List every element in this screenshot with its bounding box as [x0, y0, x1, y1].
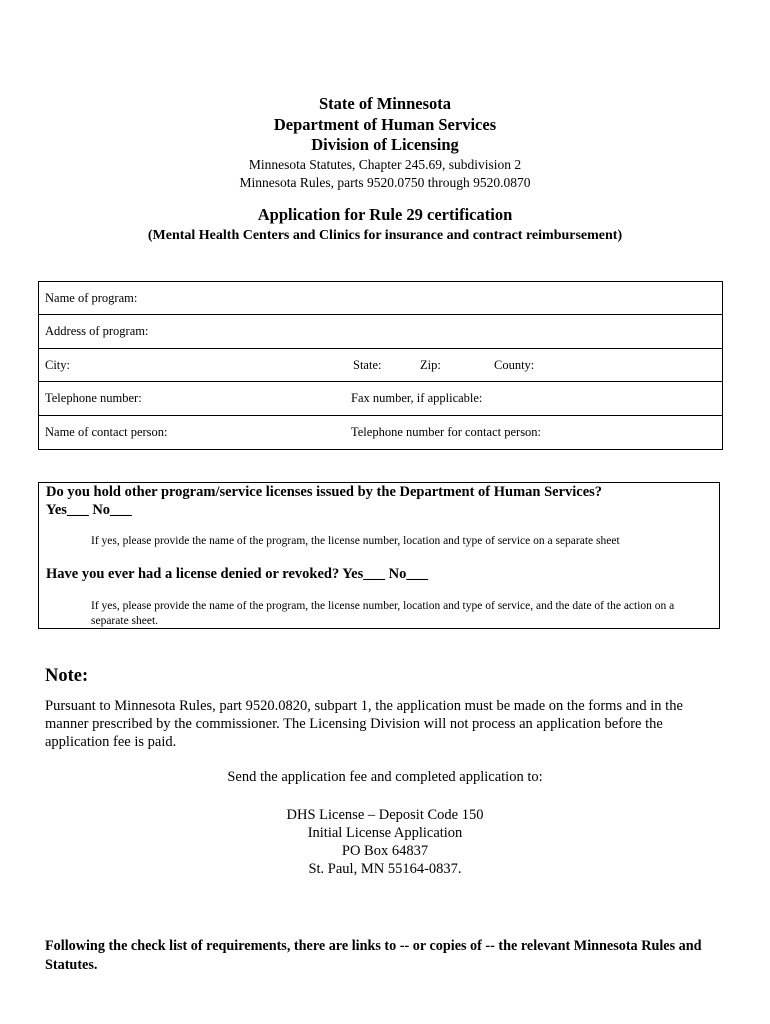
- county-label: County:: [494, 357, 535, 372]
- program-address-label: Address of program:: [45, 324, 149, 339]
- note-heading: Note:: [45, 666, 89, 686]
- address-line: Initial License Application: [307, 825, 463, 841]
- footer-note: Following the check list of requirements, there are links to -- or copies of -- the relevant Minnesota Rules and Statutes.: [45, 938, 702, 973]
- license-revoked-note: If yes, please provide the name of the program, the license number, location and type of service, and the date of the action on a separate sheet.: [91, 600, 675, 627]
- program-info-form: [38, 281, 723, 450]
- program-name-label: Name of program:: [45, 291, 138, 305]
- address-line: DHS License – Deposit Code 150: [286, 807, 484, 823]
- program-address-row[interactable]: [39, 315, 722, 348]
- header-division: Division of Licensing: [311, 135, 459, 154]
- mailing-address: [0, 806, 770, 878]
- header-statutes: Minnesota Statutes, Chapter 245.69, subdivision 2: [248, 156, 522, 172]
- other-licenses-answer[interactable]: Yes___ No___: [46, 502, 132, 518]
- application-title: Application for Rule 29 certification: [257, 205, 513, 224]
- state-label: State:: [353, 357, 382, 372]
- license-questions-box: [38, 482, 720, 629]
- license-revoked-question[interactable]: Have you ever had a license denied or revoked? Yes___ No___: [46, 566, 429, 582]
- header-rules: Minnesota Rules, parts 9520.0750 through 9520.0870: [239, 174, 531, 190]
- contact-name-label: Name of contact person:: [45, 424, 168, 439]
- other-licenses-question: Do you hold other program/service licenses issued by the Department of Human Services?: [46, 484, 603, 500]
- address-line: PO Box 64837: [341, 843, 429, 859]
- address-line: St. Paul, MN 55164-0837.: [308, 861, 462, 877]
- application-subtitle: (Mental Health Centers and Clinics for insurance and contract reimbursement): [147, 228, 623, 243]
- program-name-row[interactable]: [39, 282, 722, 315]
- contact-row[interactable]: [39, 416, 722, 449]
- city-row[interactable]: [39, 349, 722, 382]
- telephone-row[interactable]: [39, 382, 722, 415]
- send-instructions: Send the application fee and completed application to:: [227, 769, 543, 785]
- note-body: Pursuant to Minnesota Rules, part 9520.0820, subpart 1, the application must be made on the forms and in the manner prescribed by the commissioner. The Licensing Division will not process an application before the application fee is paid.: [45, 698, 683, 750]
- document-header: [0, 94, 770, 192]
- zip-label: Zip:: [420, 357, 441, 372]
- fax-label: Fax number, if applicable:: [351, 391, 483, 406]
- city-label: City:: [45, 357, 71, 372]
- other-licenses-note: If yes, please provide the name of the program, the license number, location and type of service on a separate sheet: [91, 535, 620, 547]
- contact-phone-label: Telephone number for contact person:: [351, 424, 542, 439]
- header-state: State of Minnesota: [319, 94, 451, 113]
- header-department: Department of Human Services: [273, 114, 497, 134]
- telephone-label: Telephone number:: [45, 391, 142, 406]
